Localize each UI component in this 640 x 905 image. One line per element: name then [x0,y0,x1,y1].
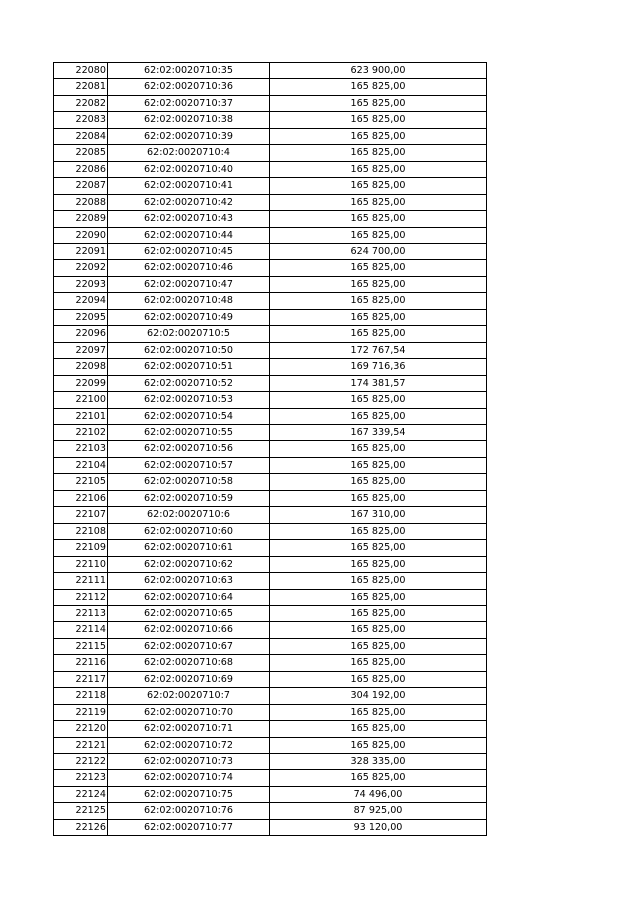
cadastral-number-cell: 62:02:0020710:6 [108,507,270,523]
row-number-cell: 22119 [54,704,108,720]
cadastral-number-cell: 62:02:0020710:65 [108,605,270,621]
row-number-cell: 22121 [54,737,108,753]
cadastral-value-cell: 165 825,00 [270,79,487,95]
cadastral-value-cell: 165 825,00 [270,474,487,490]
table-row [54,457,487,473]
cadastral-number-cell: 62:02:0020710:76 [108,803,270,819]
row-number-cell: 22086 [54,161,108,177]
cadastral-value-cell: 165 825,00 [270,178,487,194]
row-number-cell: 22098 [54,359,108,375]
row-number-cell: 22126 [54,819,108,835]
cadastral-value-cell: 328 335,00 [270,754,487,770]
cadastral-value-cell: 165 825,00 [270,655,487,671]
cadastral-value-cell: 165 825,00 [270,490,487,506]
cadastral-number-cell: 62:02:0020710:52 [108,375,270,391]
cadastral-number-cell: 62:02:0020710:55 [108,424,270,440]
row-number-cell: 22104 [54,457,108,473]
row-number-cell: 22085 [54,145,108,161]
cadastral-number-cell: 62:02:0020710:71 [108,721,270,737]
cadastral-value-cell: 165 825,00 [270,95,487,111]
table-row [54,688,487,704]
row-number-cell: 22120 [54,721,108,737]
cadastral-value-cell: 623 900,00 [270,63,487,79]
cadastral-number-cell: 62:02:0020710:48 [108,293,270,309]
row-number-cell: 22122 [54,754,108,770]
cadastral-number-cell: 62:02:0020710:7 [108,688,270,704]
row-number-cell: 22089 [54,211,108,227]
cadastral-number-cell: 62:02:0020710:43 [108,211,270,227]
table-row [54,523,487,539]
cadastral-number-cell: 62:02:0020710:60 [108,523,270,539]
cadastral-value-cell: 165 825,00 [270,227,487,243]
table-row [54,260,487,276]
cadastral-number-cell: 62:02:0020710:51 [108,359,270,375]
table-row [54,622,487,638]
row-number-cell: 22092 [54,260,108,276]
row-number-cell: 22080 [54,63,108,79]
row-number-cell: 22105 [54,474,108,490]
table-row [54,556,487,572]
table-row [54,540,487,556]
table-row [54,178,487,194]
cadastral-number-cell: 62:02:0020710:69 [108,671,270,687]
row-number-cell: 22099 [54,375,108,391]
cadastral-value-cell: 165 825,00 [270,161,487,177]
row-number-cell: 22091 [54,243,108,259]
cadastral-number-cell: 62:02:0020710:40 [108,161,270,177]
row-number-cell: 22112 [54,589,108,605]
cadastral-number-cell: 62:02:0020710:50 [108,342,270,358]
table-row [54,754,487,770]
row-number-cell: 22106 [54,490,108,506]
row-number-cell: 22109 [54,540,108,556]
cadastral-value-table [53,62,487,836]
cadastral-value-cell: 165 825,00 [270,326,487,342]
cadastral-value-cell: 165 825,00 [270,605,487,621]
row-number-cell: 22094 [54,293,108,309]
cadastral-number-cell: 62:02:0020710:57 [108,457,270,473]
cadastral-number-cell: 62:02:0020710:70 [108,704,270,720]
cadastral-number-cell: 62:02:0020710:46 [108,260,270,276]
cadastral-number-cell: 62:02:0020710:72 [108,737,270,753]
cadastral-value-cell: 165 825,00 [270,293,487,309]
cadastral-value-cell: 165 825,00 [270,457,487,473]
cadastral-value-cell: 165 825,00 [270,721,487,737]
table-row [54,342,487,358]
cadastral-value-cell: 165 825,00 [270,737,487,753]
row-number-cell: 22107 [54,507,108,523]
cadastral-number-cell: 62:02:0020710:56 [108,441,270,457]
cadastral-number-cell: 62:02:0020710:42 [108,194,270,210]
cadastral-value-cell: 304 192,00 [270,688,487,704]
cadastral-value-cell: 167 310,00 [270,507,487,523]
table-row [54,95,487,111]
table-row [54,276,487,292]
cadastral-number-cell: 62:02:0020710:36 [108,79,270,95]
table-row [54,474,487,490]
table-row [54,507,487,523]
row-number-cell: 22096 [54,326,108,342]
table-row [54,490,487,506]
cadastral-value-cell: 165 825,00 [270,589,487,605]
table-row [54,293,487,309]
table-row [54,243,487,259]
row-number-cell: 22102 [54,424,108,440]
cadastral-value-cell: 624 700,00 [270,243,487,259]
cadastral-number-cell: 62:02:0020710:5 [108,326,270,342]
table-row [54,770,487,786]
cadastral-number-cell: 62:02:0020710:41 [108,178,270,194]
cadastral-value-cell: 165 825,00 [270,671,487,687]
row-number-cell: 22110 [54,556,108,572]
table-row [54,819,487,835]
row-number-cell: 22084 [54,128,108,144]
table-row [54,359,487,375]
table-row [54,589,487,605]
cadastral-number-cell: 62:02:0020710:77 [108,819,270,835]
cadastral-value-cell: 165 825,00 [270,704,487,720]
cadastral-number-cell: 62:02:0020710:63 [108,573,270,589]
table-row [54,375,487,391]
row-number-cell: 22090 [54,227,108,243]
table-row [54,441,487,457]
row-number-cell: 22082 [54,95,108,111]
row-number-cell: 22108 [54,523,108,539]
cadastral-value-cell: 165 825,00 [270,770,487,786]
table-row [54,326,487,342]
cadastral-value-cell: 165 825,00 [270,622,487,638]
row-number-cell: 22101 [54,408,108,424]
table-row [54,655,487,671]
cadastral-value-cell: 165 825,00 [270,638,487,654]
cadastral-number-cell: 62:02:0020710:39 [108,128,270,144]
table-row [54,309,487,325]
cadastral-value-cell: 165 825,00 [270,408,487,424]
cadastral-value-cell: 165 825,00 [270,523,487,539]
cadastral-number-cell: 62:02:0020710:74 [108,770,270,786]
cadastral-number-cell: 62:02:0020710:38 [108,112,270,128]
row-number-cell: 22115 [54,638,108,654]
cadastral-number-cell: 62:02:0020710:62 [108,556,270,572]
table-row [54,79,487,95]
cadastral-number-cell: 62:02:0020710:73 [108,754,270,770]
cadastral-value-cell: 165 825,00 [270,556,487,572]
row-number-cell: 22114 [54,622,108,638]
row-number-cell: 22087 [54,178,108,194]
cadastral-value-cell: 169 716,36 [270,359,487,375]
table-row [54,803,487,819]
table-row [54,194,487,210]
row-number-cell: 22097 [54,342,108,358]
cadastral-number-cell: 62:02:0020710:66 [108,622,270,638]
cadastral-number-cell: 62:02:0020710:45 [108,243,270,259]
row-number-cell: 22103 [54,441,108,457]
table-row [54,112,487,128]
row-number-cell: 22093 [54,276,108,292]
table-row [54,63,487,79]
table-row [54,786,487,802]
row-number-cell: 22117 [54,671,108,687]
table-body [54,63,487,836]
row-number-cell: 22111 [54,573,108,589]
row-number-cell: 22123 [54,770,108,786]
cadastral-value-cell: 174 381,57 [270,375,487,391]
cadastral-value-cell: 165 825,00 [270,194,487,210]
cadastral-value-cell: 165 825,00 [270,128,487,144]
cadastral-number-cell: 62:02:0020710:75 [108,786,270,802]
row-number-cell: 22088 [54,194,108,210]
row-number-cell: 22116 [54,655,108,671]
cadastral-number-cell: 62:02:0020710:47 [108,276,270,292]
row-number-cell: 22081 [54,79,108,95]
cadastral-number-cell: 62:02:0020710:44 [108,227,270,243]
cadastral-value-cell: 93 120,00 [270,819,487,835]
table-row [54,721,487,737]
cadastral-number-cell: 62:02:0020710:61 [108,540,270,556]
table-row [54,227,487,243]
table-row [54,211,487,227]
row-number-cell: 22118 [54,688,108,704]
cadastral-value-cell: 165 825,00 [270,441,487,457]
cadastral-value-cell: 165 825,00 [270,540,487,556]
row-number-cell: 22095 [54,309,108,325]
table-row [54,671,487,687]
cadastral-value-cell: 165 825,00 [270,211,487,227]
cadastral-number-cell: 62:02:0020710:49 [108,309,270,325]
cadastral-value-cell: 87 925,00 [270,803,487,819]
table-row [54,392,487,408]
table-row [54,128,487,144]
cadastral-number-cell: 62:02:0020710:64 [108,589,270,605]
cadastral-value-cell: 165 825,00 [270,112,487,128]
cadastral-number-cell: 62:02:0020710:54 [108,408,270,424]
row-number-cell: 22124 [54,786,108,802]
cadastral-number-cell: 62:02:0020710:35 [108,63,270,79]
table-row [54,145,487,161]
table-row [54,638,487,654]
table-row [54,424,487,440]
table-row [54,605,487,621]
cadastral-value-cell: 165 825,00 [270,260,487,276]
table-row [54,161,487,177]
cadastral-number-cell: 62:02:0020710:68 [108,655,270,671]
cadastral-value-cell: 165 825,00 [270,145,487,161]
cadastral-value-cell: 172 767,54 [270,342,487,358]
cadastral-value-cell: 74 496,00 [270,786,487,802]
cadastral-value-cell: 165 825,00 [270,392,487,408]
cadastral-number-cell: 62:02:0020710:4 [108,145,270,161]
row-number-cell: 22113 [54,605,108,621]
cadastral-value-cell: 165 825,00 [270,309,487,325]
cadastral-number-cell: 62:02:0020710:58 [108,474,270,490]
cadastral-number-cell: 62:02:0020710:67 [108,638,270,654]
table-row [54,408,487,424]
cadastral-value-cell: 167 339,54 [270,424,487,440]
row-number-cell: 22083 [54,112,108,128]
cadastral-number-cell: 62:02:0020710:53 [108,392,270,408]
cadastral-number-cell: 62:02:0020710:59 [108,490,270,506]
table-row [54,737,487,753]
row-number-cell: 22125 [54,803,108,819]
row-number-cell: 22100 [54,392,108,408]
table-row [54,573,487,589]
cadastral-number-cell: 62:02:0020710:37 [108,95,270,111]
cadastral-value-cell: 165 825,00 [270,276,487,292]
cadastral-value-cell: 165 825,00 [270,573,487,589]
table-row [54,704,487,720]
